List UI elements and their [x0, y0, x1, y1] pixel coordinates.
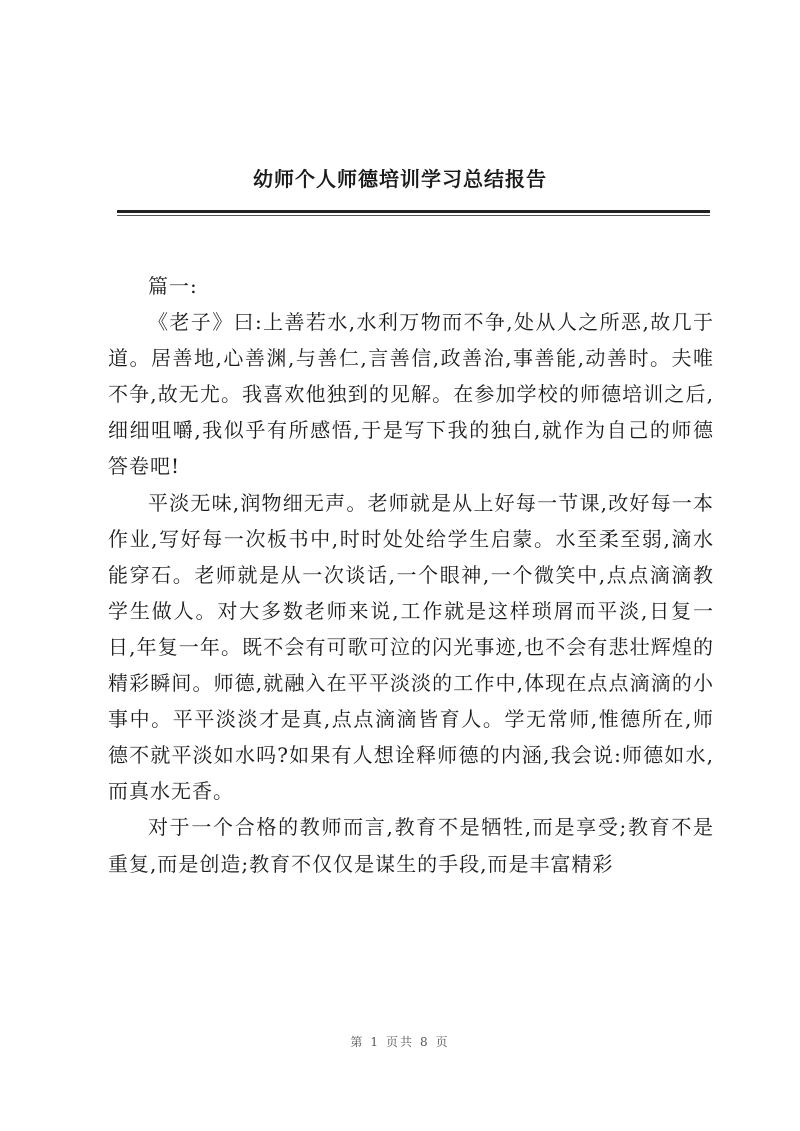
footer-prefix: 第 [350, 1035, 365, 1049]
section-heading: 篇一: [148, 274, 198, 298]
title-underline-thin [117, 215, 710, 216]
footer-current-page: 1 [370, 1035, 380, 1049]
footer-total-pages: 8 [420, 1035, 430, 1049]
paragraph-1: 《老子》曰:上善若水,水利万物而不争,处从人之所恶,故几于道。居善地,心善渊,与善仁,言善信,政善治,事善能,动善时。夫唯不争,故无尤。我喜欢他独到的见解。在参加学校的师德培训之后,细细咀嚼,我似乎有所感悟,于是写下我的独白,就作为自己的师德答卷吧! [108, 310, 714, 479]
footer-suffix: 页 [435, 1035, 450, 1049]
document-body [108, 268, 714, 882]
page-footer [0, 1033, 800, 1050]
paragraph-2: 平淡无味,润物细无声。老师就是从上好每一节课,改好每一本作业,写好每一次板书中,时时处处给学生启蒙。水至柔至弱,滴水能穿石。老师就是从一次谈话,一个眼神,一个微笑中,点点滴滴教学生做人。对大多数老师来说,工作就是这样琐屑而平淡,日复一日,年复一年。既不会有可歌可泣的闪光事迹,也不会有悲壮辉煌的精彩瞬间。师德,就融入在平平淡淡的工作中,体现在点点滴滴的小事中。平平淡淡才是真,点点滴滴皆育人。学无常师,惟德所在,师德不就平淡如水吗?如果有人想诠释师德的内涵,我会说:师德如水,而真水无香。 [108, 490, 714, 804]
footer-middle: 页共 [385, 1035, 414, 1049]
document-title: 幼师个人师德培训学习总结报告 [253, 167, 547, 191]
paragraph-3: 对于一个合格的教师而言,教育不是牺牲,而是享受;教育不是重复,而是创造;教育不仅仅是谋生的手段,而是丰富精彩 [108, 815, 714, 876]
title-underline [117, 210, 710, 213]
